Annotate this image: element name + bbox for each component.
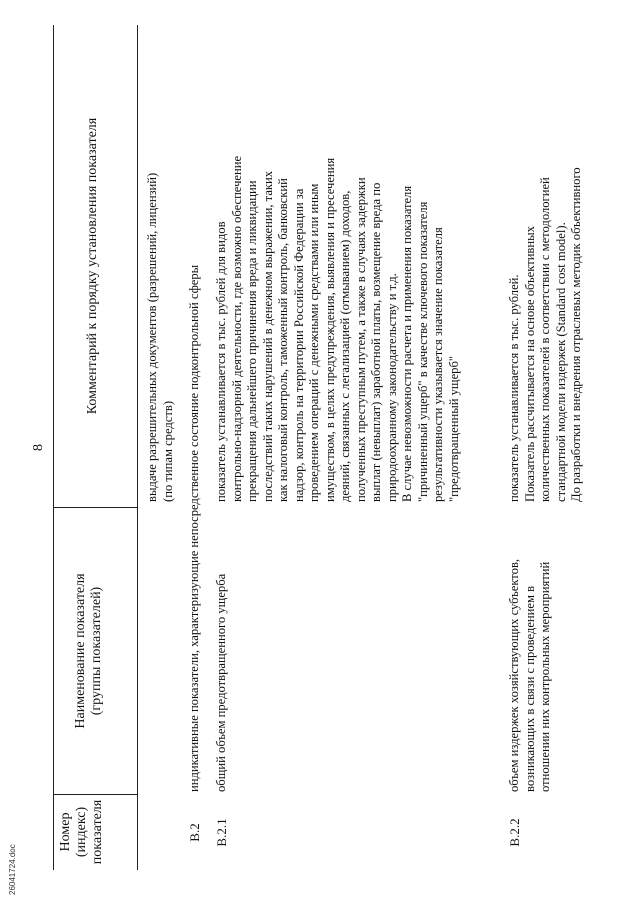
row-b21-comment <box>214 156 462 502</box>
b21-comment-line-5: как налоговый контроль, таможенный контроль, банковский <box>276 178 290 502</box>
b21-comment-line-15: результативности указывается значение показателя <box>431 227 445 502</box>
document-filename: 26041724.doc <box>8 844 17 895</box>
b21-comment-line-9: деяний, связанных с легализацией (отмыванием) доходов, <box>338 190 352 502</box>
row-b2-text: индикативные показатели, характеризующие непосредственное состояние подконтрольной сферы <box>187 264 201 792</box>
header-name-line-2: (группы показателей) <box>89 586 104 716</box>
b21-comment-line-4: последствий таких нарушений в денежном выражении, таких <box>260 170 275 502</box>
b21-comment-line-14: "причиненный ущерб" в качестве ключевого показателя <box>415 201 430 502</box>
header-comment-text: Комментарий к порядку установления показателя <box>85 117 100 415</box>
b21-comment-line-3: прекращения дальнейшего причинения вреда и ликвидации <box>245 180 259 502</box>
row-index-b21: В.2.1 <box>214 818 229 847</box>
b21-comment-line-13: В случае невозможности расчета и применения показателя <box>400 185 414 502</box>
b21-comment-line-11: выплат (невыплат) заработной платы, возмещение вреда по <box>369 182 383 502</box>
b21-comment-line-10: полученных преступным путем, а также в случаях задержки <box>353 177 368 502</box>
row-b21-name: общий объем предотвращенного ущерба <box>214 573 228 792</box>
row-b22-comment <box>507 167 585 502</box>
b22-name-line-3: отношении них контрольных мероприятий <box>538 561 552 792</box>
rotated-page <box>25 25 615 870</box>
column-divider-2 <box>53 507 137 508</box>
b22-comment-line-4: стандартной модели издержек (Standard cost model). <box>553 222 568 502</box>
header-name <box>73 510 105 792</box>
b21-comment-line-8: имуществом, в целях предупреждения, выявления и пресечения <box>322 157 337 502</box>
b22-name-line-1: объем издержек хозяйствующих субъектов, <box>507 558 521 792</box>
row-index-b2: В.2 <box>187 823 202 842</box>
column-divider-1 <box>53 794 137 795</box>
header-number <box>58 796 106 868</box>
continuation-text <box>145 173 176 502</box>
table-top-border <box>53 25 54 870</box>
header-name-line-1: Наименование показателя <box>73 573 88 729</box>
b21-comment-line-1: показатель устанавливается в тыс. рублей для видов <box>214 221 228 502</box>
b22-comment-line-5: До разработки и внедрения отраслевых методик объективного <box>569 167 583 502</box>
b22-comment-line-3: количественных показателей в соответствии с методологией <box>538 177 552 502</box>
table-header-border <box>137 25 138 870</box>
page-number: 8 <box>31 444 46 451</box>
header-number-line-2: (индекс) <box>74 806 89 858</box>
b21-comment-line-12: природоохранному законодательству и т.д. <box>384 273 399 502</box>
b22-comment-line-1: показатель устанавливается в тыс. рублей. <box>507 274 521 502</box>
row-b22-name <box>507 559 554 792</box>
row-index-b22: В.2.2 <box>507 818 522 847</box>
b21-comment-line-6: надзор, контроль на территории Российской Федерации за <box>291 188 306 502</box>
b22-comment-line-2: Показатель рассчитывается на основе объективных <box>522 226 537 502</box>
b22-name-line-2: возникающих в связи с проведением в <box>522 585 537 792</box>
continuation-line-2: (по типам средств) <box>160 400 175 502</box>
b21-comment-line-2: контрольно-надзорной деятельности, где возможно обеспечение <box>229 155 244 502</box>
b21-comment-line-7: проведением операций с денежными средствами или иным <box>307 183 321 502</box>
header-number-line-3: показателя <box>90 799 105 865</box>
b21-comment-line-16: "предотвращенный ущерб" <box>446 355 461 502</box>
header-comment <box>85 27 101 505</box>
continuation-line-1: выдаче разрешительных документов (разрешений, лицензий) <box>145 172 159 502</box>
header-number-line-1: Номер <box>58 812 73 852</box>
